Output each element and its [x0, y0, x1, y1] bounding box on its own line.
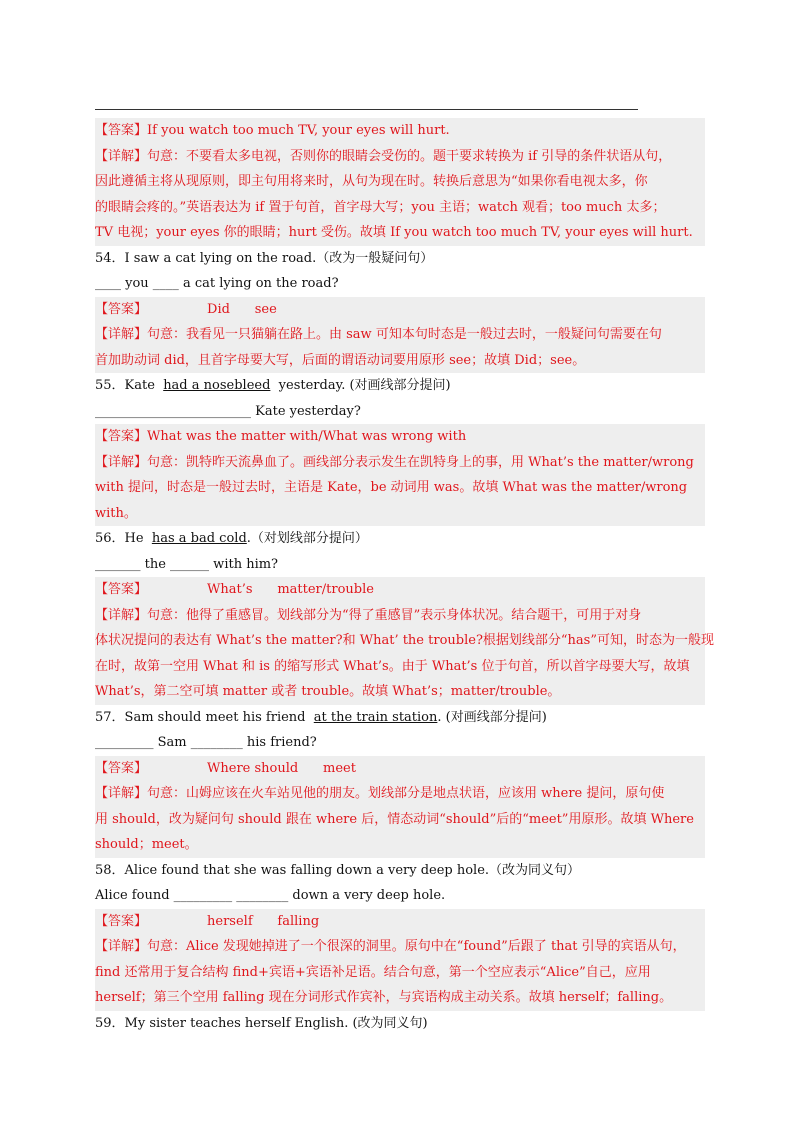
- question-line: [95, 373, 705, 399]
- detail-line: 【详解】句意：我看见一只猫躺在路上。由 saw 可知本句时态是一般过去时，一般疑问句需要在句: [95, 327, 662, 342]
- detail-line: 因此遵循主将从现原则，即主句用将来时，从句为现在时。转换后意思为“如果你看电视太多，你: [95, 174, 648, 189]
- answer-value: Did see: [207, 301, 277, 317]
- detail-line: 【详解】句意：山姆应该在火车站见他的朋友。划线部分是地点状语，应该用 where 提问，原句使: [95, 786, 665, 801]
- answer-label: 【答案】: [95, 429, 148, 444]
- detail-line: herself；第三个空用 falling 现在分词形式作宾补，与宾语构成主动关系。故填 herself；falling。: [95, 990, 673, 1005]
- detail-line: What’s，第二空可填 matter 或者 trouble。故填 What’s；matter/trouble。: [95, 684, 561, 699]
- fill-blank-line: ________________________ Kate yesterday?: [95, 403, 361, 419]
- question-text: 59．My sister teaches herself English. (改为同义句): [95, 1015, 428, 1031]
- detail-line: 【详解】句意：Alice 发现她掉进了一个很深的洞里。原句中在“found”后跟了 that 引导的宾语从句，: [95, 939, 686, 954]
- answer-label: 【答案】: [95, 760, 148, 776]
- answer-block: [95, 297, 705, 374]
- detail-line: should；meet。: [95, 837, 198, 852]
- answer-line: [95, 424, 705, 450]
- question-tail: .（对划线部分提问）: [246, 531, 368, 546]
- detail-line: 在时，故第一空用 What 和 is 的缩写形式 What’s。由于 What’s 位于句首，所以首字母要大写，故填: [95, 658, 690, 674]
- detail-line: with 提问，时态是一般过去时，主语是 Kate，be 动词用 was。故填 What was the matter/wrong: [95, 480, 688, 495]
- detail-line: 体状况提问的表达有 What’s the matter?和 What’ the trouble?根据划线部分“has”可知，时态为一般现: [95, 633, 714, 648]
- question-line: [95, 705, 705, 731]
- answer-label: 【答案】: [95, 301, 148, 317]
- answer-value: What’s matter/trouble: [207, 582, 374, 597]
- answer-block: [95, 756, 705, 858]
- question-text: 56．He: [95, 531, 152, 546]
- answer-value: If you watch too much TV, your eyes will hurt.: [147, 123, 450, 138]
- detail-line: find 还常用于复合结构 find+宾语+宾语补足语。结合句意，第一个空应表示“Alice”自己，应用: [95, 964, 651, 980]
- answer-value: herself falling: [207, 913, 320, 929]
- answer-line: [95, 909, 705, 935]
- answer-line: [95, 297, 705, 323]
- question-text: 57．Sam should meet his friend: [95, 709, 314, 725]
- header-rule: [95, 109, 638, 110]
- detail-line: 【详解】句意：凯特昨天流鼻血了。画线部分表示发生在凯特身上的事，用 What’s the matter/wrong: [95, 454, 694, 470]
- answer-line: [95, 577, 705, 603]
- question-text: 58．Alice found that she was falling down a very deep hole.（改为同义句）: [95, 862, 581, 878]
- content-area: [95, 118, 714, 1036]
- answer-label: 【答案】: [95, 582, 148, 597]
- question-text: 54．I saw a cat lying on the road.（改为一般疑问句）: [95, 250, 434, 266]
- answer-value: Where should meet: [207, 760, 356, 776]
- answer-line: [95, 118, 705, 144]
- fill-blank-line: _______ the ______ with him?: [95, 556, 279, 572]
- answer-line: [95, 756, 705, 782]
- question-tail: . (对画线部分提问): [437, 709, 547, 725]
- question-tail: yesterday. (对画线部分提问): [270, 378, 451, 393]
- detail-line: TV 电视；your eyes 你的眼睛；hurt 受伤。故填 If you watch too much TV, your eyes will hurt.: [95, 225, 693, 240]
- answer-label: 【答案】: [95, 913, 148, 929]
- underlined-part: has a bad cold: [151, 531, 247, 546]
- question-line: [95, 526, 705, 552]
- underlined-part: had a nosebleed: [163, 378, 271, 393]
- answer-value: What was the matter with/What was wrong with: [147, 429, 467, 444]
- answer-block: [95, 424, 705, 526]
- detail-line: 【详解】句意：不要看太多电视，否则你的眼睛会受伤的。题干要求转换为 if 引导的条件状语从句，: [95, 148, 672, 164]
- answer-block: [95, 118, 705, 246]
- question-line: [95, 858, 705, 884]
- detail-line: with。: [95, 505, 137, 521]
- underlined-part: at the train station: [313, 709, 438, 725]
- detail-line: 用 should，改为疑问句 should 跟在 where 后，情态动词“should”后的“meet”用原形。故填 Where: [95, 811, 694, 827]
- detail-line: 首加助动词 did，且首字母要大写，后面的谓语动词要用原形 see；故填 Did；see。: [95, 352, 586, 368]
- detail-line: 【详解】句意：他得了重感冒。划线部分为“得了重感冒”表示身体状况。结合题干，可用于对身: [95, 607, 642, 623]
- answer-block: [95, 909, 705, 1011]
- detail-line: 的眼睛会疼的。”英语表达为 if 置于句首，首字母大写；you 主语；watch 观看；too much 太多；: [95, 199, 666, 215]
- answer-block: [95, 577, 714, 705]
- question-line: [95, 246, 705, 272]
- question-line: [95, 1011, 705, 1037]
- answer-label: 【答案】: [95, 123, 148, 138]
- question-text: 55．Kate: [95, 378, 164, 393]
- fill-blank-line: _________ Sam ________ his friend?: [95, 735, 317, 750]
- fill-blank-line: ____ you ____ a cat lying on the road?: [95, 276, 339, 291]
- fill-blank-line: Alice found _________ ________ down a very deep hole.: [95, 888, 446, 903]
